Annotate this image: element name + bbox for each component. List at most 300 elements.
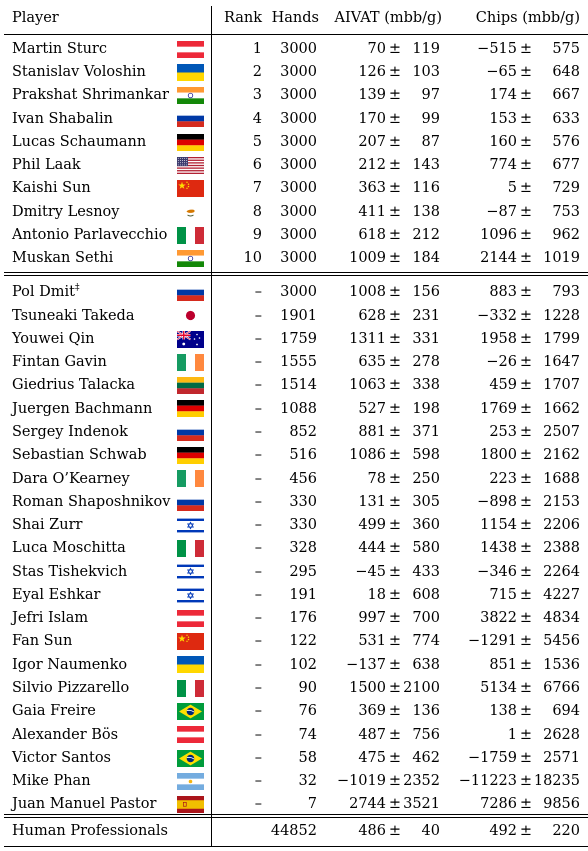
player-name <box>12 421 128 444</box>
player-name <box>12 84 169 107</box>
table-row <box>0 177 588 200</box>
player-name <box>12 770 91 793</box>
aivat-error: 2100 <box>403 679 440 696</box>
aivat-plus-minus: ± <box>388 377 402 394</box>
chips-plus-minus: ± <box>519 250 533 267</box>
rank-cell: – <box>254 354 262 371</box>
aivat-error: 371 <box>412 423 440 440</box>
hands-cell: 3000 <box>280 203 317 220</box>
rank-cell <box>214 820 262 843</box>
aivat-plus-minus: ± <box>388 203 402 220</box>
rank-cell: 3 <box>252 87 262 104</box>
rank-cell: 5 <box>252 133 262 150</box>
rank-cell: – <box>254 726 262 743</box>
ireland-flag-icon <box>177 354 204 371</box>
chips-value: 459 <box>489 377 517 394</box>
aivat-value: 475 <box>358 749 386 766</box>
player-name <box>12 444 147 467</box>
hands-cell: 3000 <box>280 87 317 104</box>
aivat-value: 1009 <box>349 250 386 267</box>
player-name-text: Silvio Pizzarello <box>12 679 130 696</box>
hands-cell: 102 <box>289 656 317 673</box>
player-name-text: Roman Shaposhnikov <box>12 493 171 510</box>
chips-value: 160 <box>489 133 517 150</box>
aivat-error: 756 <box>412 726 440 743</box>
player-name-text: Sebastian Schwab <box>12 447 147 464</box>
chips-value: 1154 <box>480 517 517 534</box>
player-name <box>12 584 100 607</box>
chips-error: 576 <box>552 133 580 150</box>
chips-error: 2206 <box>543 517 580 534</box>
table-row <box>0 514 588 537</box>
chips-error: 4834 <box>543 610 580 627</box>
rule-group-lower <box>4 275 588 276</box>
rank-cell: – <box>254 633 262 650</box>
hands-cell: 176 <box>289 610 317 627</box>
australia-flag-icon <box>177 331 204 348</box>
chips-error: 667 <box>552 87 580 104</box>
player-name-text: Jefri Islam <box>12 610 89 627</box>
table-row <box>0 421 588 444</box>
table-row <box>0 653 588 676</box>
chips-value: −11223 <box>458 773 517 790</box>
chips-value: 715 <box>489 586 517 603</box>
chips-plus-minus: ± <box>519 423 533 440</box>
player-name-text: Victor Santos <box>12 749 111 766</box>
aivat-value: 486 <box>358 822 386 839</box>
rank-cell: – <box>254 749 262 766</box>
aivat-error: 2352 <box>403 773 440 790</box>
chips-plus-minus: ± <box>519 470 533 487</box>
lithuania-flag-icon <box>177 377 204 394</box>
hands-cell: 58 <box>298 749 317 766</box>
aivat-value: 2744 <box>349 796 386 813</box>
player-name-text: Giedrius Talacka <box>12 377 136 394</box>
hands-cell: 1514 <box>280 377 317 394</box>
table-row <box>0 374 588 397</box>
player-name-text: Kaishi Sun <box>12 180 91 197</box>
table-row <box>0 444 588 467</box>
spain-flag-icon <box>177 796 204 813</box>
chips-value: 153 <box>489 110 517 127</box>
player-name <box>12 467 130 490</box>
aivat-plus-minus: ± <box>388 726 402 743</box>
rule-total-lower <box>4 817 588 818</box>
player-name-text: Youwei Qin <box>12 330 95 347</box>
table-row <box>0 677 588 700</box>
chips-error: 2264 <box>543 563 580 580</box>
chips-value: 3822 <box>480 610 517 627</box>
austria-flag-icon <box>177 726 204 743</box>
chips-value: 1438 <box>480 540 517 557</box>
table-row <box>0 700 588 723</box>
ukraine-flag-icon <box>177 656 204 673</box>
chips-value: 1800 <box>480 447 517 464</box>
aivat-plus-minus: ± <box>388 307 402 324</box>
aivat-plus-minus: ± <box>388 633 402 650</box>
table-row <box>0 131 588 154</box>
aivat-value: 1008 <box>349 284 386 301</box>
chips-error: 677 <box>552 157 580 174</box>
table-row <box>0 154 588 177</box>
table-row <box>0 304 588 327</box>
rule-total-upper <box>4 814 588 815</box>
rule-bottom <box>4 846 588 847</box>
austria-flag-icon <box>177 41 204 58</box>
chips-value: 5 <box>507 180 517 197</box>
russia-flag-icon <box>177 424 204 441</box>
aivat-value: 139 <box>358 87 386 104</box>
table-row <box>0 224 588 247</box>
player-name-text: Dara O’Kearney <box>12 470 130 487</box>
usa-flag-icon <box>177 157 204 174</box>
table-row <box>0 328 588 351</box>
italy-flag-icon <box>177 540 204 557</box>
player-name-text: Fintan Gavin <box>12 354 107 371</box>
aivat-value: 997 <box>358 610 386 627</box>
player-name <box>12 397 152 420</box>
player-name-text: Stas Tishekvich <box>12 563 128 580</box>
rank-cell: 6 <box>252 157 262 174</box>
player-name <box>12 61 146 84</box>
chips-value: 138 <box>489 703 517 720</box>
hands-cell: 44852 <box>270 822 317 839</box>
hands-cell: 3000 <box>280 157 317 174</box>
rank-cell: – <box>254 517 262 534</box>
player-name <box>12 677 129 700</box>
austria-flag-icon <box>177 610 204 627</box>
rank-cell: – <box>254 773 262 790</box>
cyprus-flag-icon <box>177 204 204 221</box>
aivat-plus-minus: ± <box>388 284 402 301</box>
aivat-value: 411 <box>358 203 386 220</box>
aivat-error: 138 <box>412 203 440 220</box>
rank-cell: – <box>254 656 262 673</box>
chips-plus-minus: ± <box>519 610 533 627</box>
aivat-error: 3521 <box>403 796 440 813</box>
rank-cell: – <box>254 307 262 324</box>
chips-error: 6766 <box>543 679 580 696</box>
aivat-plus-minus: ± <box>388 133 402 150</box>
aivat-value: 527 <box>358 400 386 417</box>
aivat-error: 212 <box>412 227 440 244</box>
aivat-value: 1063 <box>349 377 386 394</box>
player-name-text: Antonio Parlavecchio <box>12 227 168 244</box>
table-row <box>0 746 588 769</box>
chips-plus-minus: ± <box>519 157 533 174</box>
chips-value: −87 <box>486 203 517 220</box>
chips-error: 648 <box>552 64 580 81</box>
aivat-plus-minus: ± <box>388 540 402 557</box>
chips-error: 2628 <box>543 726 580 743</box>
hands-cell: 122 <box>289 633 317 650</box>
player-name <box>12 374 135 397</box>
china-flag-icon <box>177 180 204 197</box>
player-name-text: Lucas Schaumann <box>12 133 147 150</box>
rank-cell: – <box>254 679 262 696</box>
rank-cell: 2 <box>252 64 262 81</box>
aivat-error: 103 <box>412 64 440 81</box>
player-name-text: Eyal Eshkar <box>12 586 101 603</box>
aivat-value: 1086 <box>349 447 386 464</box>
player-name-text: Prakshat Shrimankar <box>12 87 169 104</box>
column-separator <box>211 6 212 847</box>
chips-error: 729 <box>552 180 580 197</box>
aivat-error: 433 <box>412 563 440 580</box>
aivat-value: 881 <box>358 423 386 440</box>
player-name <box>12 304 134 327</box>
chips-plus-minus: ± <box>519 679 533 696</box>
player-name <box>12 514 82 537</box>
brazil-flag-icon <box>177 750 204 767</box>
aivat-value: 618 <box>358 227 386 244</box>
aivat-error: 580 <box>412 540 440 557</box>
aivat-error: 598 <box>412 447 440 464</box>
player-name-text: Juan Manuel Pastor <box>12 796 157 813</box>
germany-flag-icon <box>177 447 204 464</box>
rank-cell: 4 <box>252 110 262 127</box>
hands-cell: 3000 <box>280 250 317 267</box>
chips-error: 2571 <box>543 749 580 766</box>
player-name <box>12 131 146 154</box>
chips-plus-minus: ± <box>519 354 533 371</box>
chips-error: 9856 <box>543 796 580 813</box>
chips-error: 2162 <box>543 447 580 464</box>
chips-value: 1958 <box>480 330 517 347</box>
aivat-error: 143 <box>412 157 440 174</box>
aivat-error: 338 <box>412 377 440 394</box>
chips-plus-minus: ± <box>519 40 533 57</box>
chips-value: 1769 <box>480 400 517 417</box>
chips-error: 753 <box>552 203 580 220</box>
italy-flag-icon <box>177 227 204 244</box>
chips-error: 1662 <box>543 400 580 417</box>
argentina-flag-icon <box>177 773 204 790</box>
aivat-value: 369 <box>358 703 386 720</box>
chips-plus-minus: ± <box>519 110 533 127</box>
chips-error: 220 <box>552 822 580 839</box>
chips-plus-minus: ± <box>519 377 533 394</box>
rank-cell: – <box>254 540 262 557</box>
player-name <box>12 723 118 746</box>
player-name <box>12 560 127 583</box>
hands-cell: 1901 <box>280 307 317 324</box>
header-row <box>0 6 588 30</box>
rank-cell: – <box>254 470 262 487</box>
player-name <box>12 820 168 843</box>
player-name <box>12 746 111 769</box>
rank-cell: – <box>254 563 262 580</box>
aivat-error: 462 <box>412 749 440 766</box>
aivat-value: −45 <box>355 563 386 580</box>
china-flag-icon <box>177 633 204 650</box>
chips-value: −1759 <box>467 749 517 766</box>
aivat-error: 184 <box>412 250 440 267</box>
player-name <box>12 793 156 816</box>
table-row <box>0 607 588 630</box>
player-name-text: Igor Naumenko <box>12 656 128 673</box>
aivat-value: −137 <box>346 656 386 673</box>
aivat-plus-minus: ± <box>388 447 402 464</box>
table-row <box>0 584 588 607</box>
table-row <box>0 560 588 583</box>
hands-cell: 7 <box>307 796 317 813</box>
chips-value: 774 <box>489 157 517 174</box>
aivat-error: 156 <box>412 284 440 301</box>
israel-flag-icon <box>177 563 204 580</box>
header-rank: Rank <box>223 9 262 26</box>
chips-error: 5456 <box>543 633 580 650</box>
player-name <box>12 154 81 177</box>
germany-flag-icon <box>177 400 204 417</box>
aivat-plus-minus: ± <box>388 330 402 347</box>
player-name-text: Luca Moschitta <box>12 540 126 557</box>
chips-plus-minus: ± <box>519 540 533 557</box>
player-name-text: Ivan Shabalin <box>12 110 113 127</box>
table-row <box>0 107 588 130</box>
table-row <box>0 351 588 374</box>
player-name <box>12 537 126 560</box>
rank-cell: – <box>254 330 262 347</box>
aivat-error: 231 <box>412 307 440 324</box>
aivat-error: 136 <box>412 703 440 720</box>
aivat-plus-minus: ± <box>388 64 402 81</box>
aivat-error: 774 <box>412 633 440 650</box>
chips-value: −65 <box>486 64 517 81</box>
chips-plus-minus: ± <box>519 749 533 766</box>
hands-cell: 3000 <box>280 227 317 244</box>
chips-value: −515 <box>477 40 517 57</box>
total-row <box>0 820 588 843</box>
aivat-error: 638 <box>412 656 440 673</box>
chips-value: 5134 <box>480 679 517 696</box>
aivat-plus-minus: ± <box>388 250 402 267</box>
aivat-plus-minus: ± <box>388 796 402 813</box>
player-name <box>12 247 113 270</box>
chips-value: 253 <box>489 423 517 440</box>
table-row <box>0 723 588 746</box>
chips-plus-minus: ± <box>519 633 533 650</box>
chips-value: 174 <box>489 87 517 104</box>
chips-plus-minus: ± <box>519 656 533 673</box>
player-name-text: Alexander Bös <box>12 726 119 743</box>
aivat-error: 331 <box>412 330 440 347</box>
aivat-value: −1019 <box>336 773 386 790</box>
rank-cell: – <box>254 423 262 440</box>
player-name <box>12 281 79 304</box>
chips-value: 7286 <box>480 796 517 813</box>
player-name-text: Dmitry Lesnoy <box>12 203 120 220</box>
aivat-plus-minus: ± <box>388 40 402 57</box>
rule-group-upper <box>4 272 588 273</box>
table-row <box>0 467 588 490</box>
chips-error: 962 <box>552 227 580 244</box>
hands-cell: 90 <box>298 679 317 696</box>
hands-cell: 456 <box>289 470 317 487</box>
hands-cell: 852 <box>289 423 317 440</box>
rank-cell: – <box>254 284 262 301</box>
chips-error: 18235 <box>533 773 580 790</box>
israel-flag-icon <box>177 587 204 604</box>
aivat-plus-minus: ± <box>388 679 402 696</box>
player-name-text: Stanislav Voloshin <box>12 64 146 81</box>
hands-cell: 516 <box>289 447 317 464</box>
chips-error: 1647 <box>543 354 580 371</box>
table-row <box>0 537 588 560</box>
chips-plus-minus: ± <box>519 493 533 510</box>
aivat-plus-minus: ± <box>388 703 402 720</box>
player-name <box>12 607 88 630</box>
chips-value: −346 <box>477 563 517 580</box>
hands-cell: 76 <box>298 703 317 720</box>
rank-cell: – <box>254 447 262 464</box>
chips-plus-minus: ± <box>519 563 533 580</box>
india-flag-icon <box>177 87 204 104</box>
hands-cell: 1088 <box>280 400 317 417</box>
aivat-error: 360 <box>412 517 440 534</box>
player-name <box>12 351 107 374</box>
russia-flag-icon <box>177 494 204 511</box>
chips-error: 1799 <box>543 330 580 347</box>
aivat-error: 250 <box>412 470 440 487</box>
table-row <box>0 84 588 107</box>
aivat-plus-minus: ± <box>388 493 402 510</box>
israel-flag-icon <box>177 517 204 534</box>
table-row <box>0 770 588 793</box>
table-row <box>0 281 588 304</box>
aivat-plus-minus: ± <box>388 822 402 839</box>
chips-error: 1688 <box>543 470 580 487</box>
table-row <box>0 630 588 653</box>
player-name <box>12 328 94 351</box>
italy-flag-icon <box>177 680 204 697</box>
india-flag-icon <box>177 250 204 267</box>
chips-value: −1291 <box>467 633 517 650</box>
chips-error: 793 <box>552 284 580 301</box>
rank-cell: – <box>254 610 262 627</box>
player-name <box>12 177 91 200</box>
aivat-error: 278 <box>412 354 440 371</box>
player-name-text: Muskan Sethi <box>12 250 114 267</box>
aivat-plus-minus: ± <box>388 227 402 244</box>
aivat-plus-minus: ± <box>388 749 402 766</box>
aivat-error: 119 <box>412 40 440 57</box>
aivat-error: 305 <box>412 493 440 510</box>
chips-value: 883 <box>489 284 517 301</box>
chips-plus-minus: ± <box>519 400 533 417</box>
chips-error: 1536 <box>543 656 580 673</box>
chips-value: 492 <box>489 822 517 839</box>
rank-cell: – <box>254 703 262 720</box>
rank-cell: 9 <box>252 227 262 244</box>
aivat-error: 40 <box>421 822 440 839</box>
hands-cell: 3000 <box>280 180 317 197</box>
aivat-plus-minus: ± <box>388 610 402 627</box>
chips-error: 1228 <box>543 307 580 324</box>
header-aivat: AIVAT (mbb/g) <box>334 9 442 26</box>
aivat-error: 97 <box>421 87 440 104</box>
player-name-text: Fan Sun <box>12 633 73 650</box>
aivat-plus-minus: ± <box>388 773 402 790</box>
player-name-text: Phil Laak <box>12 157 81 174</box>
chips-plus-minus: ± <box>519 586 533 603</box>
hands-cell: 3000 <box>280 64 317 81</box>
chips-plus-minus: ± <box>519 447 533 464</box>
aivat-plus-minus: ± <box>388 157 402 174</box>
aivat-value: 18 <box>367 586 386 603</box>
chips-plus-minus: ± <box>519 284 533 301</box>
chips-error: 2388 <box>543 540 580 557</box>
